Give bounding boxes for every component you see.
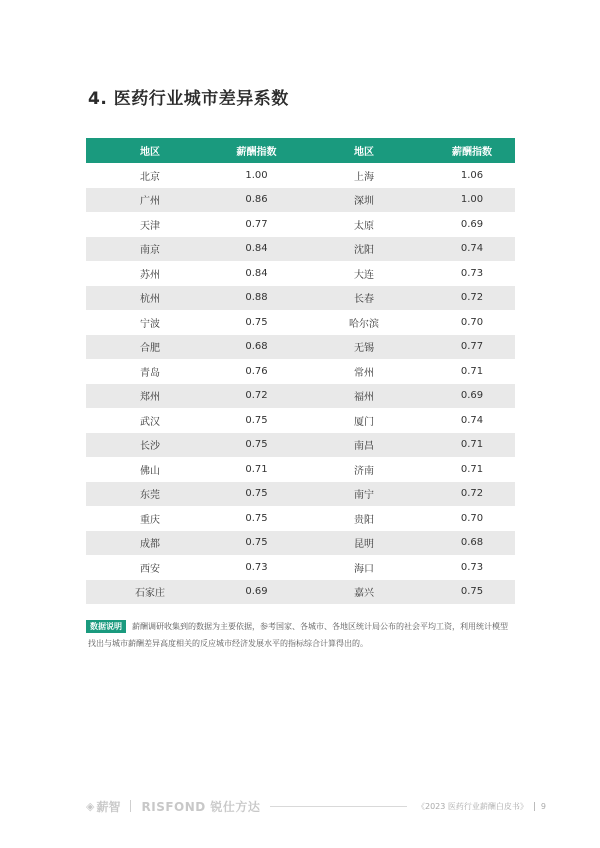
index-cell: 0.86 <box>245 194 268 206</box>
xinzhi-logo-text: 薪智 <box>96 799 121 814</box>
region-cell: 成都 <box>140 539 160 551</box>
region-cell: 天津 <box>140 220 160 232</box>
data-note <box>86 618 526 652</box>
region-cell: 郑州 <box>140 392 160 404</box>
table-row <box>86 531 515 556</box>
xinzhi-mark-icon: ◈ <box>86 799 95 813</box>
index-cell: 0.84 <box>245 267 268 279</box>
index-cell: 0.70 <box>460 316 484 328</box>
index-cell: 0.75 <box>245 488 268 500</box>
salary-index-table <box>86 138 515 604</box>
note-line-1: 薪酬调研收集到的数据为主要依据，参考国家、各城市、各地区统计局公布的社会平均工资，利用统计模型 <box>132 622 508 631</box>
table-row <box>86 237 515 262</box>
logo-divider <box>130 800 131 812</box>
table-row <box>86 408 515 433</box>
table-row <box>86 359 515 384</box>
region-cell: 嘉兴 <box>354 588 374 600</box>
index-cell: 0.70 <box>460 512 484 524</box>
index-cell: 0.74 <box>460 414 484 426</box>
index-cell: 0.75 <box>245 316 268 328</box>
index-cell: 0.75 <box>245 439 268 451</box>
region-cell: 西安 <box>140 563 160 575</box>
index-cell: 0.69 <box>460 390 484 402</box>
pager-divider <box>534 802 535 811</box>
region-cell: 太原 <box>354 220 374 232</box>
table-row <box>86 261 515 286</box>
footer-pager <box>417 801 546 812</box>
index-cell: 0.77 <box>245 218 268 230</box>
table-row <box>86 163 515 188</box>
region-cell: 广州 <box>140 196 160 208</box>
xinzhi-logo <box>86 798 120 815</box>
table-row <box>86 286 515 311</box>
table-row <box>86 384 515 409</box>
region-cell: 常州 <box>354 367 374 379</box>
index-cell: 0.71 <box>460 439 484 451</box>
table-row <box>86 433 515 458</box>
header-index-2: 薪酬指数 <box>452 147 492 158</box>
region-cell: 海口 <box>354 563 374 575</box>
index-cell: 0.75 <box>245 512 268 524</box>
page-footer <box>86 796 546 816</box>
risfond-logo: RISFOND 锐仕方达 <box>141 799 261 814</box>
region-cell: 贵阳 <box>354 514 374 526</box>
index-cell: 0.76 <box>245 365 268 377</box>
note-line-2: 找出与城市薪酬差异高度相关的反应城市经济发展水平的指标综合计算得出的。 <box>88 639 368 648</box>
index-cell: 1.00 <box>245 169 268 181</box>
index-cell: 0.84 <box>245 243 268 255</box>
region-cell: 杭州 <box>140 294 160 306</box>
table-row <box>86 482 515 507</box>
region-cell: 深圳 <box>354 196 374 208</box>
region-cell: 沈阳 <box>354 245 374 257</box>
document-name: 《2023 医药行业薪酬白皮书》 <box>417 801 528 811</box>
table-row <box>86 506 515 531</box>
region-cell: 宁波 <box>140 318 160 330</box>
index-cell: 0.73 <box>245 561 268 573</box>
region-cell: 北京 <box>140 171 160 183</box>
region-cell: 济南 <box>354 465 374 477</box>
region-cell: 上海 <box>354 171 374 183</box>
index-cell: 0.77 <box>460 341 484 353</box>
footer-rule <box>270 806 407 807</box>
region-cell: 南京 <box>140 245 160 257</box>
table-row <box>86 457 515 482</box>
index-cell: 0.72 <box>245 390 268 402</box>
region-cell: 重庆 <box>140 514 160 526</box>
table-row <box>86 212 515 237</box>
region-cell: 南昌 <box>354 441 374 453</box>
table-body <box>86 163 515 604</box>
index-cell: 1.00 <box>460 194 484 206</box>
region-cell: 福州 <box>354 392 374 404</box>
region-cell: 武汉 <box>140 416 160 428</box>
index-cell: 0.72 <box>460 292 484 304</box>
index-cell: 0.68 <box>245 341 268 353</box>
region-cell: 哈尔滨 <box>349 318 379 330</box>
index-cell: 0.68 <box>460 537 484 549</box>
page-title: 4. 医药行业城市差异系数 <box>88 89 289 109</box>
table-header <box>86 138 515 163</box>
region-cell: 青岛 <box>140 367 160 379</box>
region-cell: 合肥 <box>140 343 160 355</box>
region-cell: 东莞 <box>140 490 160 502</box>
index-cell: 0.69 <box>245 586 268 598</box>
index-cell: 0.88 <box>245 292 268 304</box>
index-cell: 0.71 <box>245 463 268 475</box>
index-cell: 0.75 <box>245 537 268 549</box>
region-cell: 南宁 <box>354 490 374 502</box>
index-cell: 1.06 <box>460 169 484 181</box>
index-cell: 0.74 <box>460 243 484 255</box>
table-row <box>86 335 515 360</box>
index-cell: 0.73 <box>460 561 484 573</box>
table-row <box>86 555 515 580</box>
region-cell: 长沙 <box>140 441 160 453</box>
table-row <box>86 188 515 213</box>
region-cell: 石家庄 <box>135 588 165 600</box>
region-cell: 昆明 <box>354 539 374 551</box>
index-cell: 0.71 <box>460 463 484 475</box>
region-cell: 大连 <box>354 269 374 281</box>
header-index-1: 薪酬指数 <box>236 147 277 158</box>
index-cell: 0.71 <box>460 365 484 377</box>
region-cell: 佛山 <box>140 465 160 477</box>
index-cell: 0.75 <box>245 414 268 426</box>
region-cell: 无锡 <box>354 343 374 355</box>
note-tag: 数据说明 <box>86 620 126 633</box>
index-cell: 0.73 <box>460 267 484 279</box>
table-row <box>86 580 515 605</box>
index-cell: 0.75 <box>460 586 484 598</box>
header-region-2: 地区 <box>354 147 374 158</box>
page-number: 9 <box>540 801 546 811</box>
region-cell: 厦门 <box>354 416 374 428</box>
index-cell: 0.72 <box>460 488 484 500</box>
region-cell: 长春 <box>354 294 374 306</box>
table-row <box>86 310 515 335</box>
region-cell: 苏州 <box>140 269 160 281</box>
header-region-1: 地区 <box>140 147 160 158</box>
index-cell: 0.69 <box>460 218 484 230</box>
